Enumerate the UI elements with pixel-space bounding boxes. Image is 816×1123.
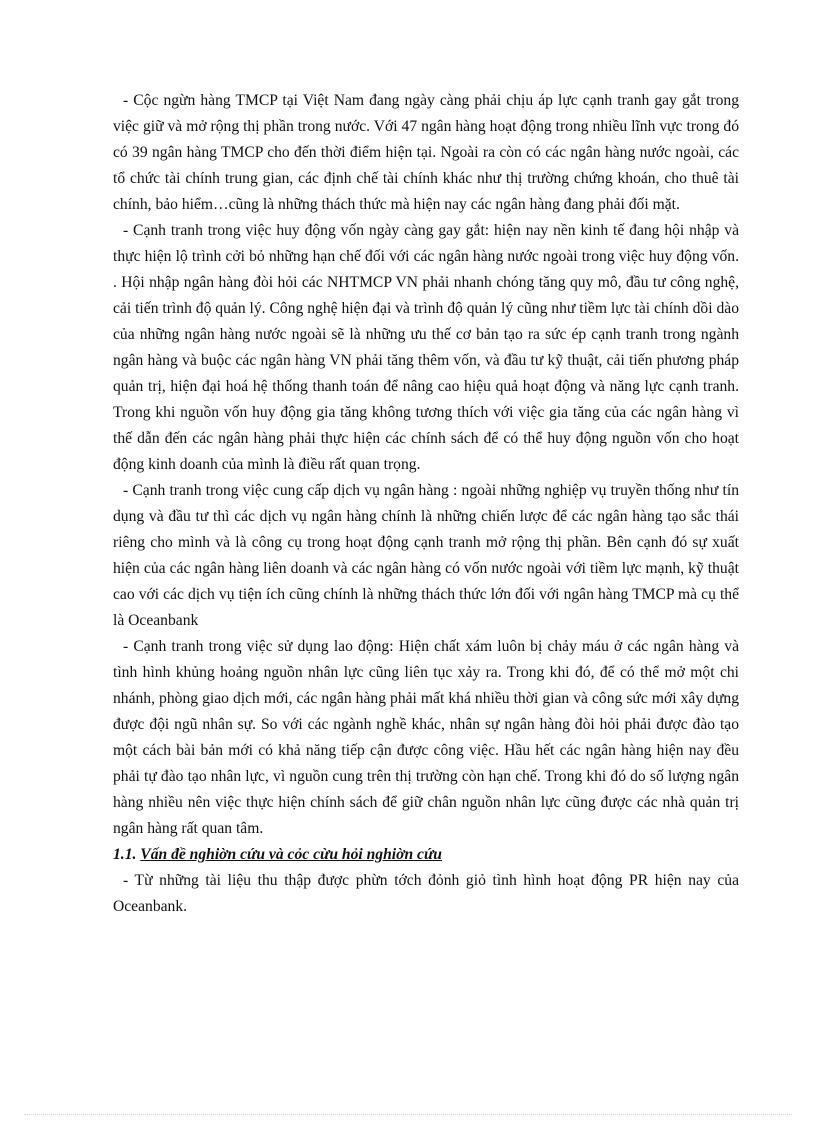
section-number: 1.1.	[113, 846, 137, 863]
paragraph-research-problem: - Từ những tài liệu thu thập được phừn tớch đỏnh giỏ tình hình hoạt động PR hiện nay của Oceanbank.	[113, 872, 739, 915]
paragraph-capital-mobilization: - Cạnh tranh trong việc huy động vốn ngày càng gay gắt: hiện nay nền kinh tế đang hội nhập và thực hiện lộ trình cởi bỏ những hạn chế đối với các ngân hàng nước ngoài trong việc huy động vốn. . Hội nhập ngân hàng đòi hỏi các NHTMCP VN phải nhanh chóng tăng quy mô, đầu tư công nghệ, cải tiến trình độ quản lý. Công nghệ hiện đại và trình độ quản lý cũng như tiềm lực tài chính dồi dào của những ngân hàng nước ngoài sẽ là những ưu thế cơ bản tạo ra sức ép cạnh tranh trong ngành ngân hàng và buộc các ngân hàng VN phải tăng thêm vốn, và đầu tư kỹ thuật, cải tiến phương pháp quản trị, hiện đại hoá hệ thống thanh toán để nâng cao hiệu quả hoạt động và năng lực cạnh tranh. Trong khi nguồn vốn huy động gia tăng không tương thích với việc gia tăng của các ngân hàng vì thế dẫn đến các ngân hàng phải thực hiện các chính sách để có thể huy động nguồn vốn cho hoạt động kinh doanh của mình là điều rất quan trọng.	[113, 222, 739, 473]
page-bottom-rule	[24, 1114, 792, 1115]
document-page	[113, 88, 739, 920]
section-heading	[113, 842, 739, 868]
section-title: Vấn đề nghiờn cứu và cỏc cừu hỏi nghiờn cứu	[140, 846, 442, 863]
paragraph-labor-competition: - Cạnh tranh trong việc sử dụng lao động: Hiện chất xám luôn bị chảy máu ở các ngân hàng và tình hình khủng hoảng nguồn nhân lực cũng liên tục xảy ra. Trong khi đó, để có thể mở một chi nhánh, phòng giao dịch mới, các ngân hàng phải mất khá nhiều thời gian và công sức mới xây dựng được đội ngũ nhân sự. So với các ngành nghề khác, nhân sự ngân hàng đòi hỏi phải được đào tạo một cách bài bản mới có khả năng tiếp cận được công việc. Hầu hết các ngân hàng hiện nay đều phải tự đào tạo nhân lực, vì nguồn cung trên thị trường còn hạn chế. Trong khi đó do số lượng ngân hàng nhiều nên việc thực hiện chính sách để giữ chân nguồn nhân lực cũng được các nhà quản trị ngân hàng rất quan tâm.	[113, 638, 739, 837]
paragraph-banking-services: - Cạnh tranh trong việc cung cấp dịch vụ ngân hàng : ngoài những nghiệp vụ truyền thống như tín dụng và đầu tư thì các dịch vụ ngân hàng chính là những chiến lược để các ngân hàng tạo sắc thái riêng cho mình và là công cụ trong hoạt động cạnh tranh mở rộng thị phần. Bên cạnh đó sự xuất hiện của các ngân hàng liên doanh và các ngân hàng có vốn nước ngoài với tiềm lực mạnh, kỹ thuật cao với các dịch vụ tiện ích cũng chính là những thách thức lớn đối với ngân hàng TMCP mà cụ thể là Oceanbank	[113, 482, 739, 629]
paragraph-competition-pressure: - Cộc ngừn hàng TMCP tại Việt Nam đang ngày càng phải chịu áp lực cạnh tranh gay gắt trong việc giữ và mở rộng thị phần trong nước. Với 47 ngân hàng hoạt động trong nhiều lĩnh vực trong đó có 39 ngân hàng TMCP cho đến thời điểm hiện tại. Ngoài ra còn có các ngân hàng nước ngoài, các tổ chức tài chính trung gian, các định chế tài chính khác như thị trường chứng khoán, cho thuê tài chính, bảo hiểm…cũng là những thách thức mà hiện nay các ngân hàng đang phải đối mặt.	[113, 92, 739, 213]
